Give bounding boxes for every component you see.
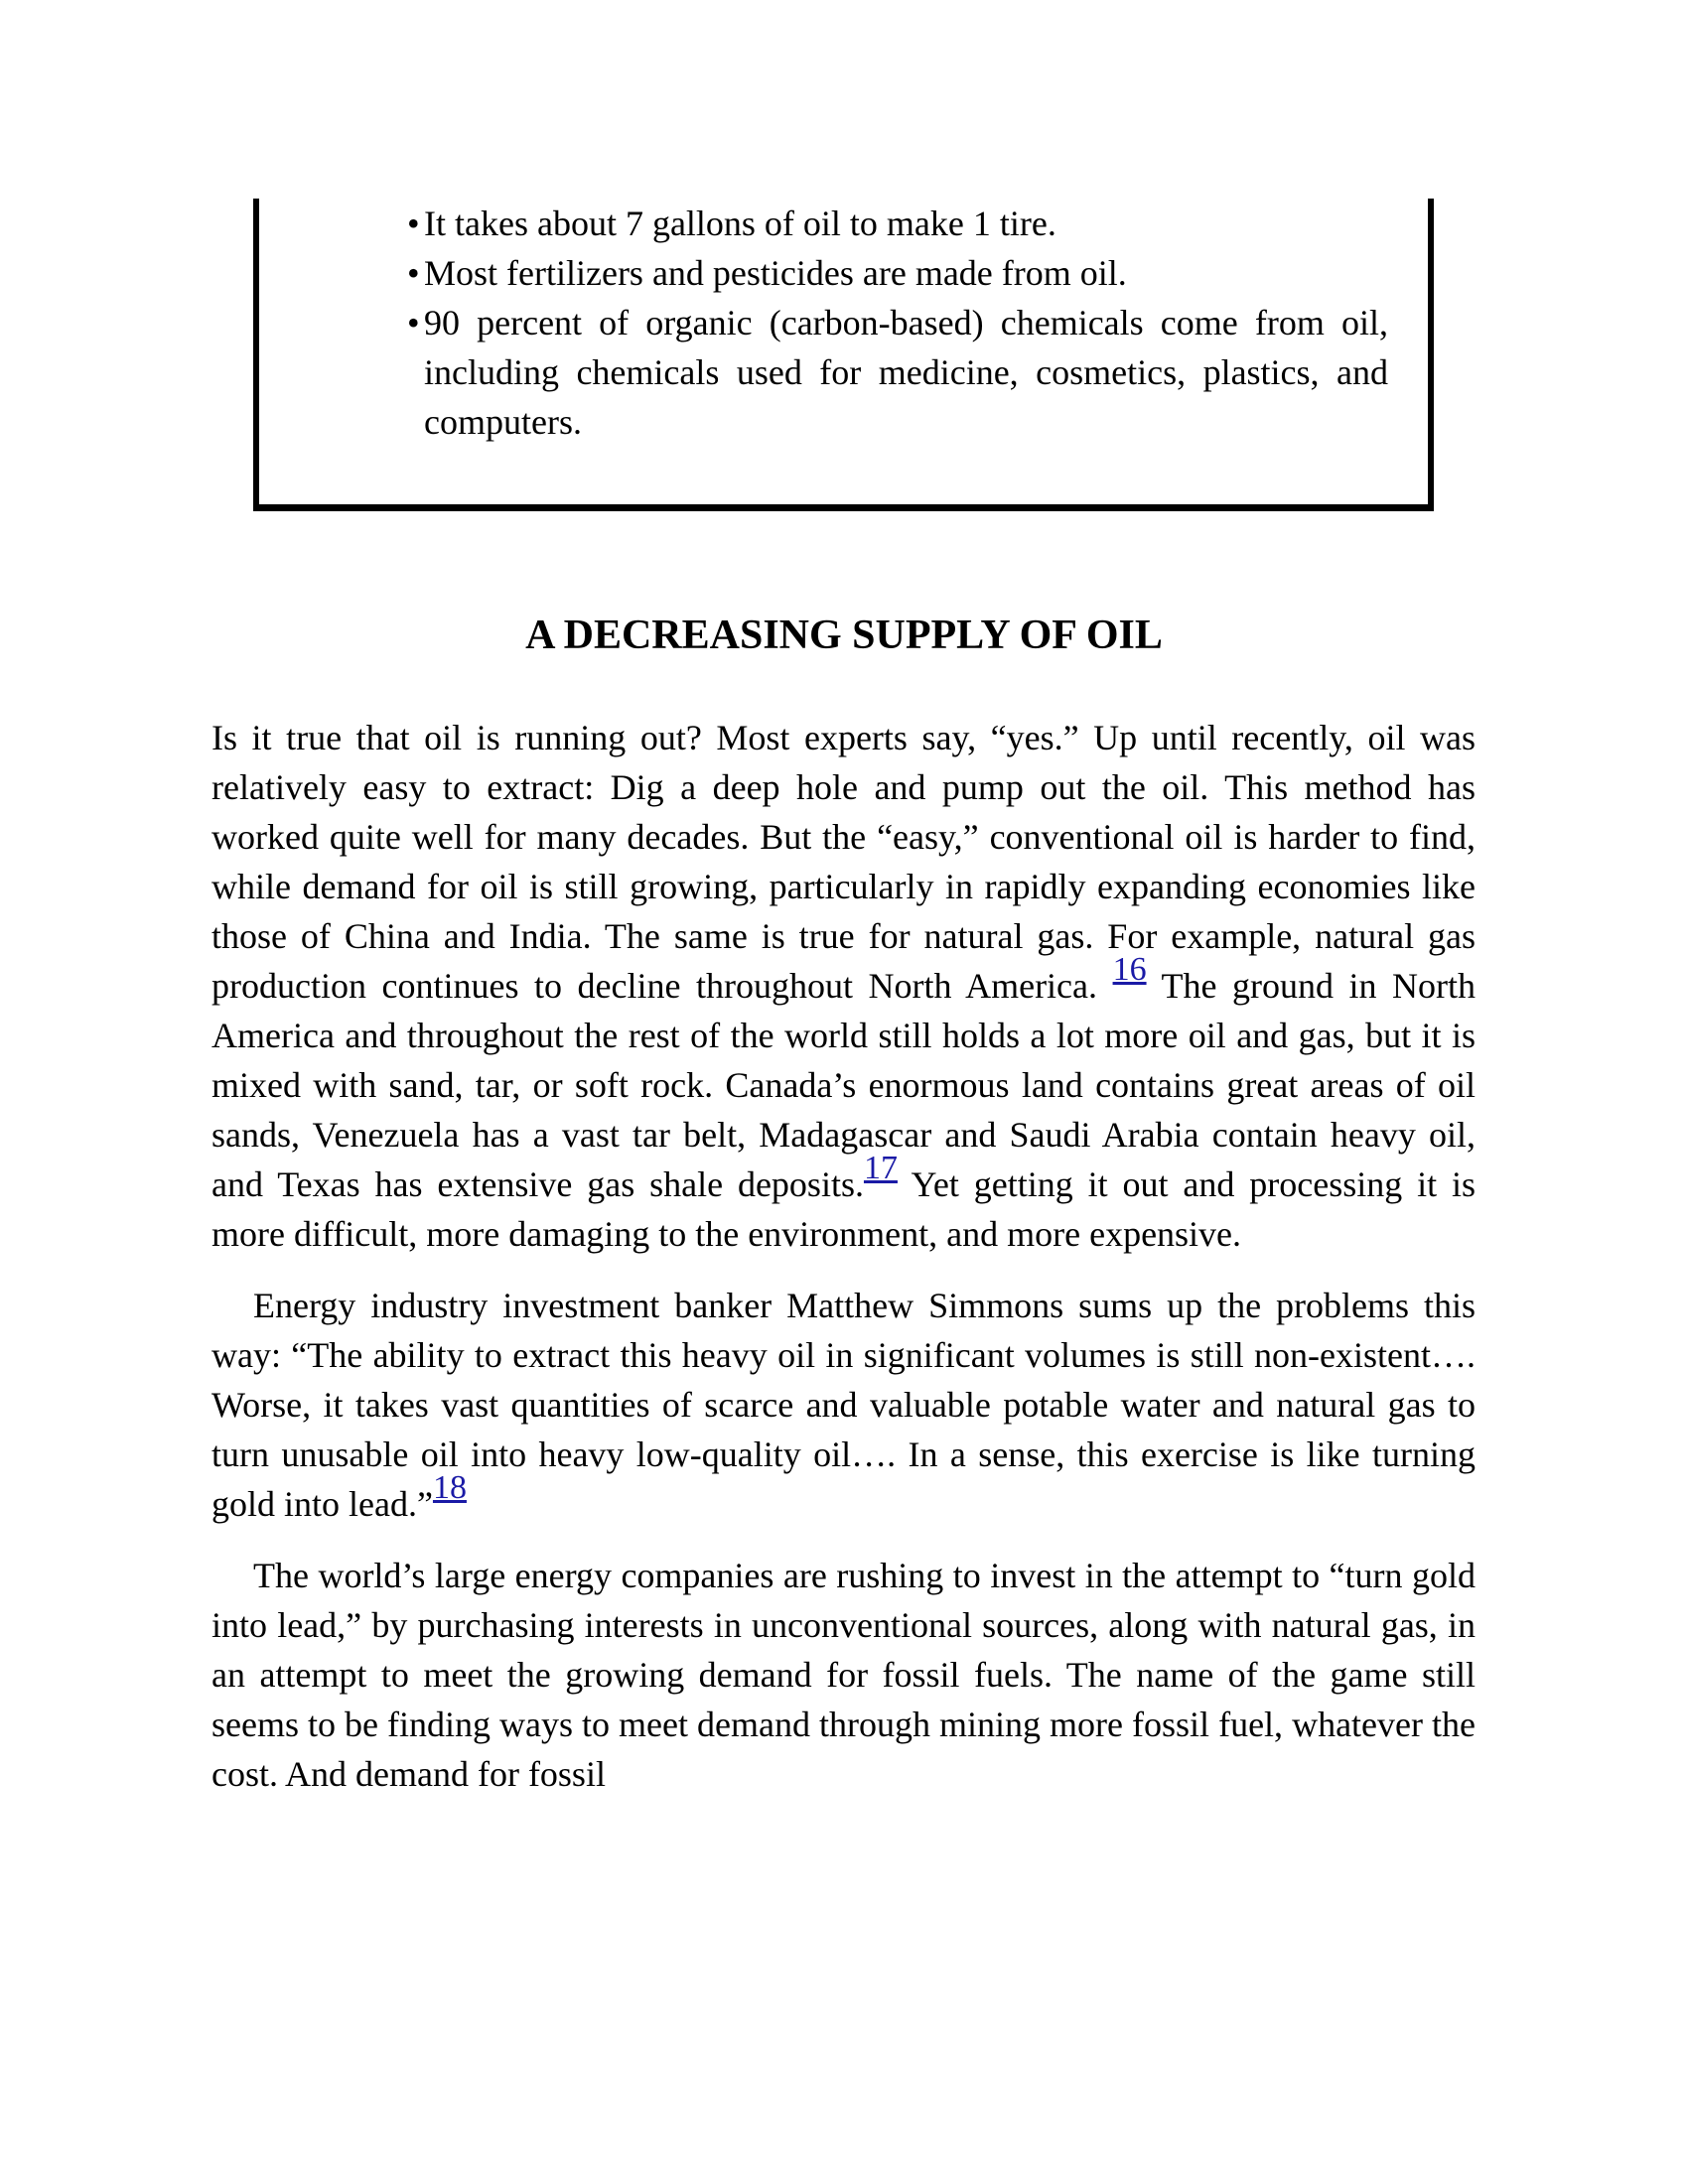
paragraph-2: Energy industry investment banker Matthew Simmons sums up the problems this way: “The ability to extract this heavy oil in significant volumes is still non-existent…. Worse, it takes vast quantities of scarce and valuable potable water and natural gas to turn unusable oil into heavy low-quality oil…. In a sense, this exercise is like turning gold into lead.”18 [211,1286,1476,1524]
sidebar-bullet-list [380,199,1388,447]
sidebar-bullet-item: • It takes about 7 gallons of oil to make 1 tire. [380,199,1388,248]
bullet-icon: • [407,253,420,293]
footnote-link-16[interactable]: 16 [1112,951,1147,988]
paragraph-1: Is it true that oil is running out? Most experts say, “yes.” Up until recently, oil was relatively easy to extract: Dig a deep hole and pump out the oil. This method has worked quite well for many decades. But the “easy,” conventional oil is harder to find, while demand for oil is still growing, particularly in rapidly expanding economies like those of China and India. The same is true for natural gas. For example, natural gas production continues to decline throughout North America. 16 The ground in North America and throughout the rest of the world still holds a lot more oil and gas, but it is mixed with sand, tar, or soft rock. Canada’s enormous land contains great areas of oil sands, Venezuela has a vast tar belt, Madagascar and Saudi Arabia contain heavy oil, and Texas has extensive gas shale deposits.17 Yet getting it out and processing it is more difficult, more damaging to the environment, and more expensive. [211,718,1477,1254]
bullet-icon: • [407,204,420,243]
paragraph-3: The world’s large energy companies are rushing to invest in the attempt to “turn gold into lead,” by purchasing interests in unconventional sources, along with natural gas, in an attempt to meet the growing demand for fossil fuels. The name of the game still seems to be finding ways to meet demand through mining more fossil fuel, whatever the cost. And demand for fossil [211,1556,1476,1794]
sidebar-bullet-item: • 90 percent of organic (carbon-based) chemicals come from oil, including chemicals used for medicine, cosmetics, plastics, and computers. [380,298,1388,447]
footnote-link-18[interactable]: 18 [432,1469,467,1506]
sidebar-bullet-item: • Most fertilizers and pesticides are made from oil. [380,248,1388,298]
section-heading: A DECREASING SUPPLY OF OIL [525,613,1163,658]
bullet-icon: • [407,303,420,342]
footnote-link-17[interactable]: 17 [863,1150,898,1186]
body-text [211,713,1476,1821]
